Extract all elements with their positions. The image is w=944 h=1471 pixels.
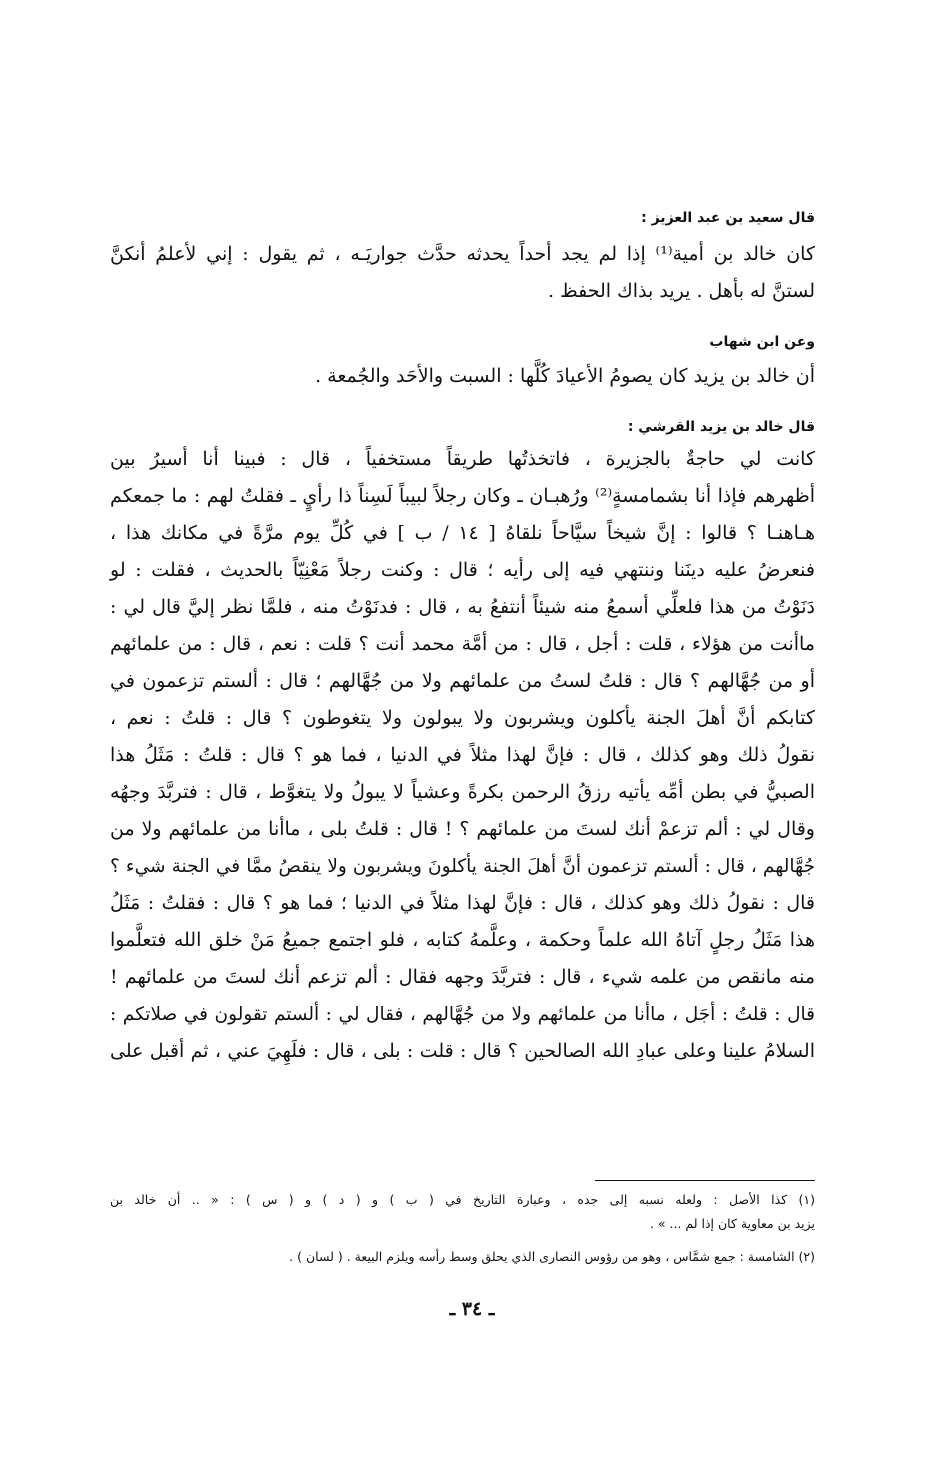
text-line: الصبيُّ في بطن أمِّه يأتيه رزقُ الرحمن بكرةً وعشياً لا يبولُ ولا يتغوَّط ، قال : فتربَّدَ وجهُه: [110, 781, 815, 803]
section-body-1: [110, 236, 815, 310]
section-body-3: [110, 441, 815, 1070]
section-heading-2: وعن ابن شهاب: [709, 334, 815, 350]
text-line: هـاهنـا ؟ قالوا : إنَّ شيخاً سيَّاحاً نلقاهُ [ ١٤ / ب ] في كُلِّ يوم مرَّةً في مكانك هذا ،: [110, 522, 816, 544]
text-line: قال : قلتُ : أجَل ، ماأنا من علمائهم ولا من جُهَّالهم ، فقال لي : ألستم تقولون في صلاتكم :: [110, 1004, 815, 1025]
footnote-line: (١) كذا الأصل : ولعله نسبه إلى جده ، وعبارة التاريخ في ( ب ) و ( د ) و ( س ) : « .. أن خالد بن: [110, 1192, 815, 1207]
text-line: دَنَوْتُ من هذا فلعلِّي أسمعُ منه شيئاً أنتفعُ به ، قال : فدنَوْتُ منه ، فلمَّا نظر إليَّ قال لي :: [110, 596, 815, 618]
footnote-divider: [595, 1180, 815, 1181]
text-line: ماأنت من هؤلاء ، قلت : أجل ، قال : من أمَّة محمد أنت ؟ قلت : نعم ، قال : من علمائهم: [110, 633, 815, 655]
text-line: أظهرهم فإذا أنا بشمامسةٍ⁽²⁾ ورُهبـان ـ وكان رجلاً لبيباً لَسِناً ذا رأيٍ ـ فقلتُ لهم : ما جمعكم: [110, 485, 815, 507]
text-line: فنعرضُ عليه دينَنا وننتهي فيه إلى رأيه ؛ قال : وكنت رجلاً مَعْنِيّاً بالحديث ، فقلت : لو: [110, 559, 815, 581]
text-line: نقولُ ذلك وهو كذلك ، قال : فإنَّ لهذا مثلاً في الدنيا ، فما هو ؟ قال : قلتُ : مَثَلُ هذا: [110, 744, 815, 766]
footnote-line: (٢) الشامسة : جمع شمَّاس ، وهو من رؤوس النصارى الذي يحلق وسط رأسه ويلزم البيعة . ( لسان ) .: [289, 1249, 815, 1264]
section-heading-1: قال سعيد بن عبد العزيز :: [641, 210, 815, 226]
text-line: كان خالد بن أمية⁽¹⁾ إذا لم يجد أحداً يحدثه حدَّث جواريَـه ، ثم يقول : إني لأعلمُ أنكنَّ: [110, 243, 815, 265]
text-line: كانت لي حاجةٌ بالجزيرة ، فاتخذتُها طريقاً مستخفياً ، قال : فبينا أنا أسيرُ بين: [110, 448, 815, 470]
page-body: [110, 208, 815, 1070]
section-heading-3: قال خالد بن يزيد القرشي :: [627, 419, 815, 435]
text-line: أو من جُهَّالهم ؟ قال : قلتُ لستُ من علمائهم ولا من جُهَّالهم ؛ قال : ألستم تزعمون في: [110, 670, 815, 692]
text-line: أن خالد بن يزيد كان يصومُ الأعيادَ كُلَّها : السبت والأحَد والجُمعة .: [315, 365, 815, 387]
footnote-2: [110, 1245, 815, 1269]
text-line: لستنَّ له بأهل . يريد بذاك الحفظ .: [548, 280, 815, 302]
text-line: منه مانقص من علمه شيء ، قال : فتربَّدَ وجهه فقال : ألم تزعم أنك لستَ من علمائهم !: [110, 966, 815, 988]
footnote-line: يزيد بن معاوية كان إذا لم ... » .: [649, 1216, 815, 1231]
text-line: قال : نقولُ ذلك وهو كذلك ، قال : فإنَّ لهذا مثلاً في الدنيا ؛ فما هو ؟ قال : فقلتُ : مَثَلُ: [110, 892, 815, 914]
page-number: ـ ٣٤ ـ: [449, 1298, 495, 1320]
text-line: هذا مَثَلُ رجلٍ آتاهُ الله علماً وحكمة ، وعلَّمهُ كتابه ، فلو اجتمع جميعُ مَنْ خلق الله فتعلَّموا: [110, 929, 815, 951]
footnotes: [110, 1188, 815, 1269]
text-line: السلامُ علينا وعلى عبادِ الله الصالحين ؟ قال : قلت : بلى ، قال : فلَهِيَ عني ، ثم أقبل على: [110, 1040, 815, 1062]
text-line: وقال لي : ألم تزعمْ أنك لستَ من علمائهم ؟ ! قال : قلتُ بلى ، ماأنا من علمائهم ولا من: [110, 818, 815, 840]
section-body-2: [110, 358, 815, 395]
footnote-1: [110, 1188, 815, 1236]
text-line: كتابكم أنَّ أهلَ الجنة يأكلون ويشربون ولا يبولون ولا يتغوطون ؟ قال : قلتُ : نعم ،: [110, 707, 815, 729]
text-line: جُهَّالهم ، قال : ألستم تزعمون أنَّ أهلَ الجنة يأكلونَ ويشربون ولا ينقصُ ممَّا في الجنة شيء ؟: [110, 856, 815, 877]
